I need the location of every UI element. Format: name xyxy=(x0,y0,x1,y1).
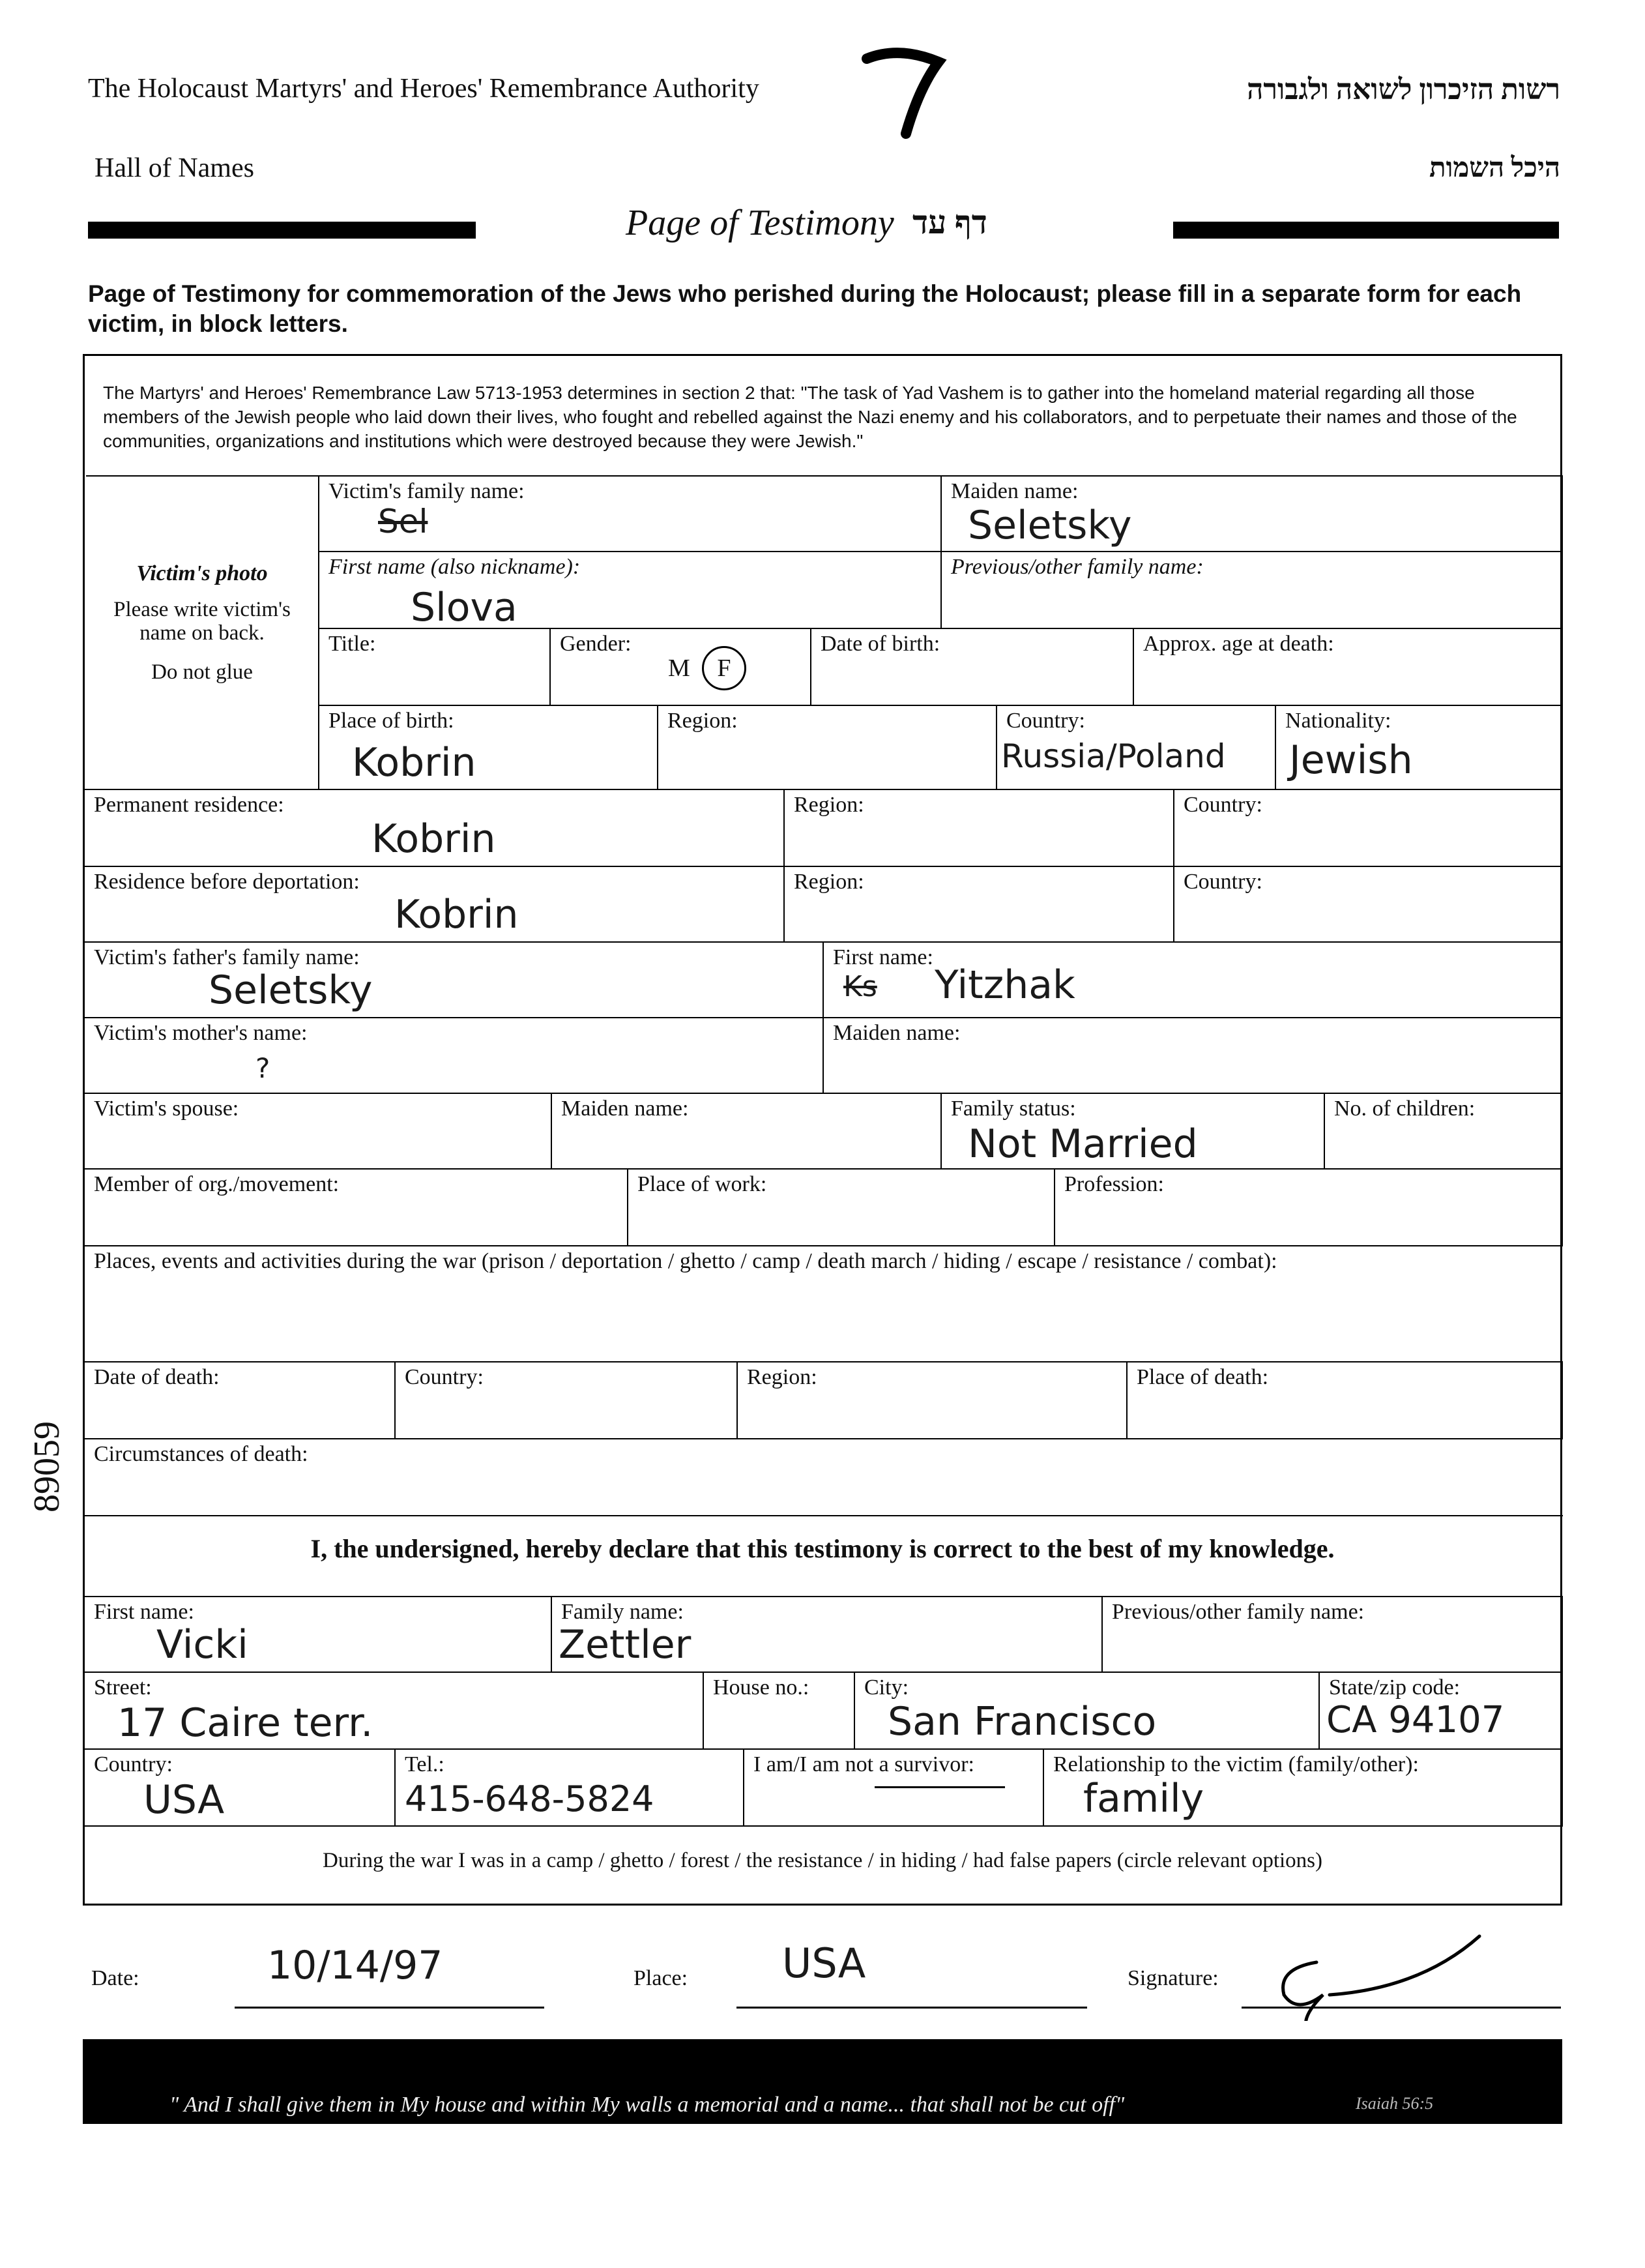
signature-label: Signature: xyxy=(1128,1966,1219,1990)
label: Member of org./movement: xyxy=(94,1172,340,1196)
permanent-residence-region-field[interactable] xyxy=(783,789,1174,867)
label: Place of death: xyxy=(1137,1365,1269,1389)
submitter-city-field[interactable] xyxy=(854,1672,1320,1750)
father-first-name-crossed: Ks xyxy=(843,970,877,1003)
label: Date of birth: xyxy=(821,632,940,656)
victim-place-of-birth-value: Kobrin xyxy=(352,740,476,786)
permanent-residence-value: Kobrin xyxy=(371,816,496,862)
submitter-country-field[interactable] xyxy=(85,1748,396,1827)
survivor-status-field[interactable] xyxy=(743,1748,1044,1827)
victim-date-of-birth-field[interactable] xyxy=(810,628,1134,706)
victim-birth-country-field[interactable] xyxy=(996,705,1276,790)
organization-field[interactable] xyxy=(85,1168,628,1246)
law-text: The Martyrs' and Heroes' Remembrance Law 5713-1953 determines in section 2 that: "The task of Yad Vashem is to gather into the homeland material regarding all those members of the Jewish people who laid down their lives, who fought and rebelled against the Nazi enemy and his collaborators, and to perpetuate their names and those of the communities, organizations and institutions which were destroyed because they were Jewish." xyxy=(103,383,1517,451)
label: First name: xyxy=(833,945,933,969)
label: Maiden name: xyxy=(833,1021,961,1045)
footer-quote-reference: Isaiah 56:5 xyxy=(1356,2094,1434,2113)
archive-number: 89059 xyxy=(27,1421,67,1512)
victim-birth-country-value: Russia/Poland xyxy=(1001,737,1226,775)
victim-previous-family-name-field[interactable] xyxy=(940,551,1563,629)
handwritten-mark xyxy=(860,42,952,140)
photo-note-1: Please write victim's xyxy=(113,598,291,621)
residence-before-deportation-country-field[interactable] xyxy=(1173,866,1563,943)
label: First name: xyxy=(94,1600,194,1624)
father-first-name-field[interactable] xyxy=(822,941,1563,1018)
spouse-maiden-name-field[interactable] xyxy=(551,1093,942,1170)
family-status-field[interactable] xyxy=(940,1093,1325,1170)
date-line xyxy=(235,2007,544,2009)
label: Region: xyxy=(794,793,864,817)
label: Family status: xyxy=(951,1097,1076,1121)
mother-maiden-name-field[interactable] xyxy=(822,1017,1563,1094)
declaration-text: I, the undersigned, hereby declare that this testimony is correct to the best of my knowledge. xyxy=(310,1534,1335,1563)
victim-birth-region-field[interactable] xyxy=(657,705,997,790)
label: Street: xyxy=(94,1675,152,1700)
victim-family-name-field[interactable] xyxy=(318,475,942,552)
label: Tel.: xyxy=(405,1752,444,1776)
circumstances-of-death-field[interactable] xyxy=(85,1438,1563,1516)
wartime-places-field[interactable] xyxy=(85,1245,1563,1362)
submitter-street-value: 17 Caire terr. xyxy=(117,1700,373,1746)
label: Gender: xyxy=(560,632,632,656)
label: Country: xyxy=(1184,793,1262,817)
label: Maiden name: xyxy=(951,479,1079,503)
label: Country: xyxy=(1006,709,1085,733)
label: Victim's mother's name: xyxy=(94,1021,308,1045)
submitter-city-value: San Francisco xyxy=(888,1699,1157,1745)
submitter-state-zip-field[interactable] xyxy=(1318,1672,1563,1750)
victim-photo-box xyxy=(86,475,319,790)
label: City: xyxy=(864,1675,909,1700)
org-name-he: רשות הזיכרון לשואה ולגבורה xyxy=(1247,74,1560,106)
label: Title: xyxy=(328,632,376,656)
submitter-previous-family-name-field[interactable] xyxy=(1101,1596,1563,1673)
signature-scribble[interactable] xyxy=(1258,1923,1506,2021)
victim-first-name-value: Slova xyxy=(411,585,517,630)
victim-family-name-value: Sel xyxy=(378,503,428,540)
label: Residence before deportation: xyxy=(94,870,360,894)
label: Family name: xyxy=(561,1600,684,1624)
page-title: Page of Testimony xyxy=(626,203,894,243)
residence-before-deportation-field[interactable] xyxy=(85,866,785,943)
relationship-field[interactable] xyxy=(1043,1748,1563,1827)
label: Places, events and activities during the war (prison / deportation / ghetto / camp / death march / hiding / escape / resistance / combat): xyxy=(94,1249,1277,1273)
label: I am/I am not a survivor: xyxy=(753,1752,974,1776)
submitter-family-name-field[interactable] xyxy=(551,1596,1103,1673)
label: Profession: xyxy=(1064,1172,1164,1196)
father-family-name-value: Seletsky xyxy=(209,967,373,1013)
date-value[interactable]: 10/14/97 xyxy=(267,1943,443,1988)
label: Approx. age at death: xyxy=(1143,632,1334,656)
residence-before-deportation-region-field[interactable] xyxy=(783,866,1174,943)
gender-option-m: M xyxy=(668,655,690,682)
org-name-en: The Holocaust Martyrs' and Heroes' Remembrance Authority xyxy=(88,74,759,104)
death-country-field[interactable] xyxy=(394,1361,738,1439)
label: No. of children: xyxy=(1334,1097,1476,1121)
submitter-first-name-value: Vicki xyxy=(156,1622,248,1668)
permanent-residence-country-field[interactable] xyxy=(1173,789,1563,867)
label: Relationship to the victim (family/other): xyxy=(1053,1752,1419,1776)
victim-gender-field[interactable] xyxy=(549,628,811,706)
label: Previous/other family name: xyxy=(1112,1600,1365,1624)
photo-title: Victim's photo xyxy=(136,561,268,585)
date-of-death-field[interactable] xyxy=(85,1361,396,1439)
submitter-house-number-field[interactable] xyxy=(703,1672,855,1750)
label: Victim's spouse: xyxy=(94,1097,239,1121)
wartime-status-options: During the war I was in a camp / ghetto / forest / the resistance / in hiding / had false papers (circle relevant options) xyxy=(322,1849,1322,1872)
label: Permanent residence: xyxy=(94,793,284,817)
label: Region: xyxy=(794,870,864,894)
victim-age-at-death-field[interactable] xyxy=(1133,628,1563,706)
submitter-street-field[interactable] xyxy=(85,1672,704,1750)
label: Victim's family name: xyxy=(328,479,525,503)
victim-maiden-name-value: Seletsky xyxy=(968,503,1132,548)
father-first-name-value: Yitzhak xyxy=(935,962,1075,1008)
footer-quote: " And I shall give them in My house and within My walls a memorial and a name... that shall not be cut off" xyxy=(169,2093,1125,2117)
label: Nationality: xyxy=(1285,709,1391,733)
victim-nationality-value: Jewish xyxy=(1289,737,1413,783)
label: House no.: xyxy=(713,1675,809,1700)
death-region-field[interactable] xyxy=(736,1361,1128,1439)
profession-field[interactable] xyxy=(1054,1168,1563,1246)
photo-note-3: Do not glue xyxy=(151,660,253,684)
place-of-work-field[interactable] xyxy=(627,1168,1055,1246)
photo-note-2: name on back. xyxy=(139,621,265,645)
place-label: Place: xyxy=(633,1966,688,1990)
label: Place of work: xyxy=(637,1172,767,1196)
hall-of-names-en: Hall of Names xyxy=(95,153,254,183)
label: Previous/other family name: xyxy=(951,555,1204,579)
victim-title-field[interactable] xyxy=(318,628,551,706)
submitter-first-name-field[interactable] xyxy=(85,1596,552,1673)
label: Circumstances of death: xyxy=(94,1442,308,1466)
submitter-country-value: USA xyxy=(143,1777,225,1823)
place-value[interactable]: USA xyxy=(782,1939,866,1987)
label: Country: xyxy=(405,1365,484,1389)
place-line xyxy=(736,2007,1087,2009)
label: Region: xyxy=(667,709,738,733)
number-of-children-field[interactable] xyxy=(1324,1093,1563,1170)
form-instructions: Page of Testimony for commemoration of the Jews who perished during the Holocaust; please fill in a separate form for each victim, in block letters. xyxy=(88,280,1522,337)
label: Country: xyxy=(1184,870,1262,894)
label: Region: xyxy=(747,1365,817,1389)
family-status-value: Not Married xyxy=(968,1121,1198,1167)
relationship-value: family xyxy=(1083,1776,1204,1821)
date-label: Date: xyxy=(91,1966,139,1990)
page-title-he: דף עד xyxy=(912,204,987,241)
place-of-death-field[interactable] xyxy=(1126,1361,1563,1439)
victim-first-name-field[interactable] xyxy=(318,551,942,629)
label: Date of death: xyxy=(94,1365,220,1389)
label: Country: xyxy=(94,1752,173,1776)
spouse-field[interactable] xyxy=(85,1093,552,1170)
label: Place of birth: xyxy=(328,709,454,733)
victim-maiden-name-field[interactable] xyxy=(940,475,1563,552)
gender-option-f-circled: F xyxy=(702,646,746,690)
label: Victim's father's family name: xyxy=(94,945,360,969)
survivor-status-mark xyxy=(875,1786,1005,1788)
submitter-telephone-value: 415-648-5824 xyxy=(405,1778,654,1819)
testimony-form xyxy=(83,354,1562,1906)
victim-nationality-field[interactable] xyxy=(1275,705,1563,790)
label: Maiden name: xyxy=(561,1097,689,1121)
father-family-name-field[interactable] xyxy=(85,941,824,1018)
permanent-residence-field[interactable] xyxy=(85,789,785,867)
header-bar-left xyxy=(88,222,476,239)
header-bar-right xyxy=(1173,222,1559,239)
label: State/zip code: xyxy=(1329,1675,1461,1700)
submitter-family-name-value: Zettler xyxy=(559,1622,691,1668)
mother-name-field[interactable] xyxy=(85,1017,824,1094)
submitter-state-zip-value: CA 94107 xyxy=(1326,1699,1505,1741)
victim-place-of-birth-field[interactable] xyxy=(318,705,658,790)
mother-name-value: ? xyxy=(255,1052,270,1084)
hall-of-names-he: היכל השמות xyxy=(1429,153,1560,183)
residence-before-deportation-value: Kobrin xyxy=(394,892,519,937)
submitter-telephone-field[interactable] xyxy=(394,1748,744,1827)
label: First name (also nickname): xyxy=(328,555,581,579)
